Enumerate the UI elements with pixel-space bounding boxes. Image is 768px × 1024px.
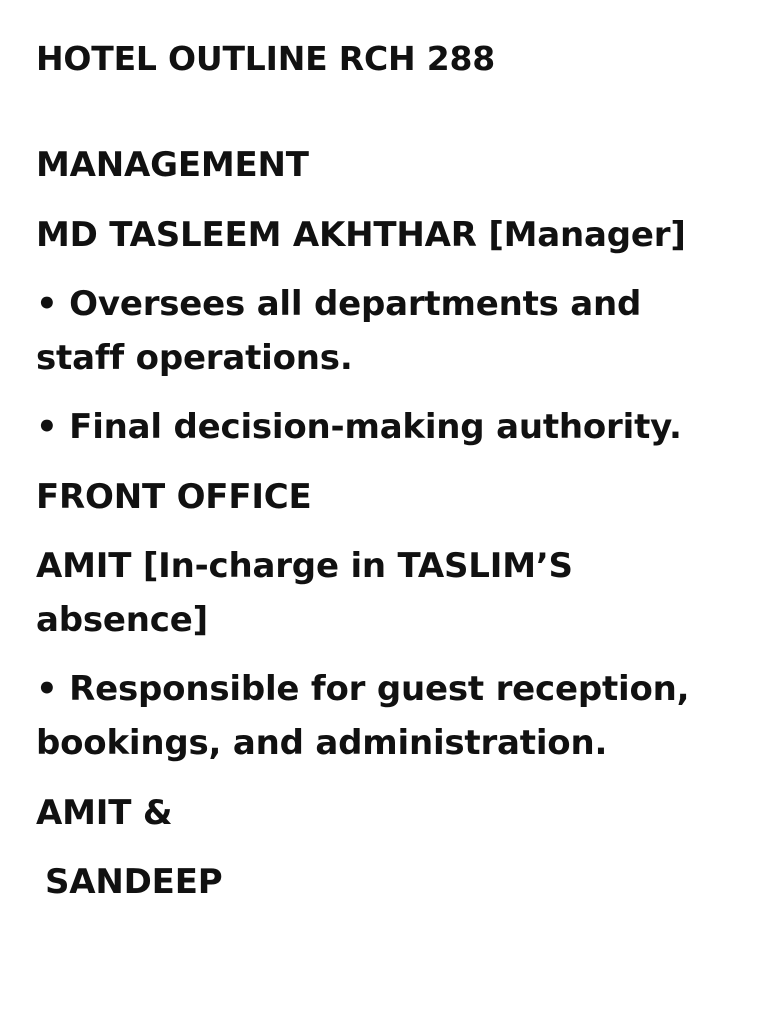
section-heading-management: MANAGEMENT bbox=[36, 145, 309, 185]
front-office-incharge-continued: absence] bbox=[36, 600, 208, 640]
section-heading-front-office: FRONT OFFICE bbox=[36, 477, 312, 517]
manager-duty-bullet-2: • Final decision-making authority. bbox=[36, 407, 682, 447]
manager-name: MD TASLEEM AKHTHAR [Manager] bbox=[36, 215, 686, 255]
document-title: HOTEL OUTLINE RCH 288 bbox=[36, 39, 495, 78]
front-office-duty-bullet: • Responsible for guest reception, bbox=[36, 669, 690, 709]
staff-names-line-2: SANDEEP bbox=[45, 862, 223, 902]
front-office-duty-bullet-continued: bookings, and administration. bbox=[36, 723, 608, 763]
manager-duty-bullet-1-continued: staff operations. bbox=[36, 338, 353, 378]
manager-duty-bullet-1: • Oversees all departments and bbox=[36, 284, 642, 324]
front-office-incharge: AMIT [In-charge in TASLIM’S bbox=[36, 546, 573, 586]
staff-names-line-1: AMIT & bbox=[36, 793, 173, 833]
